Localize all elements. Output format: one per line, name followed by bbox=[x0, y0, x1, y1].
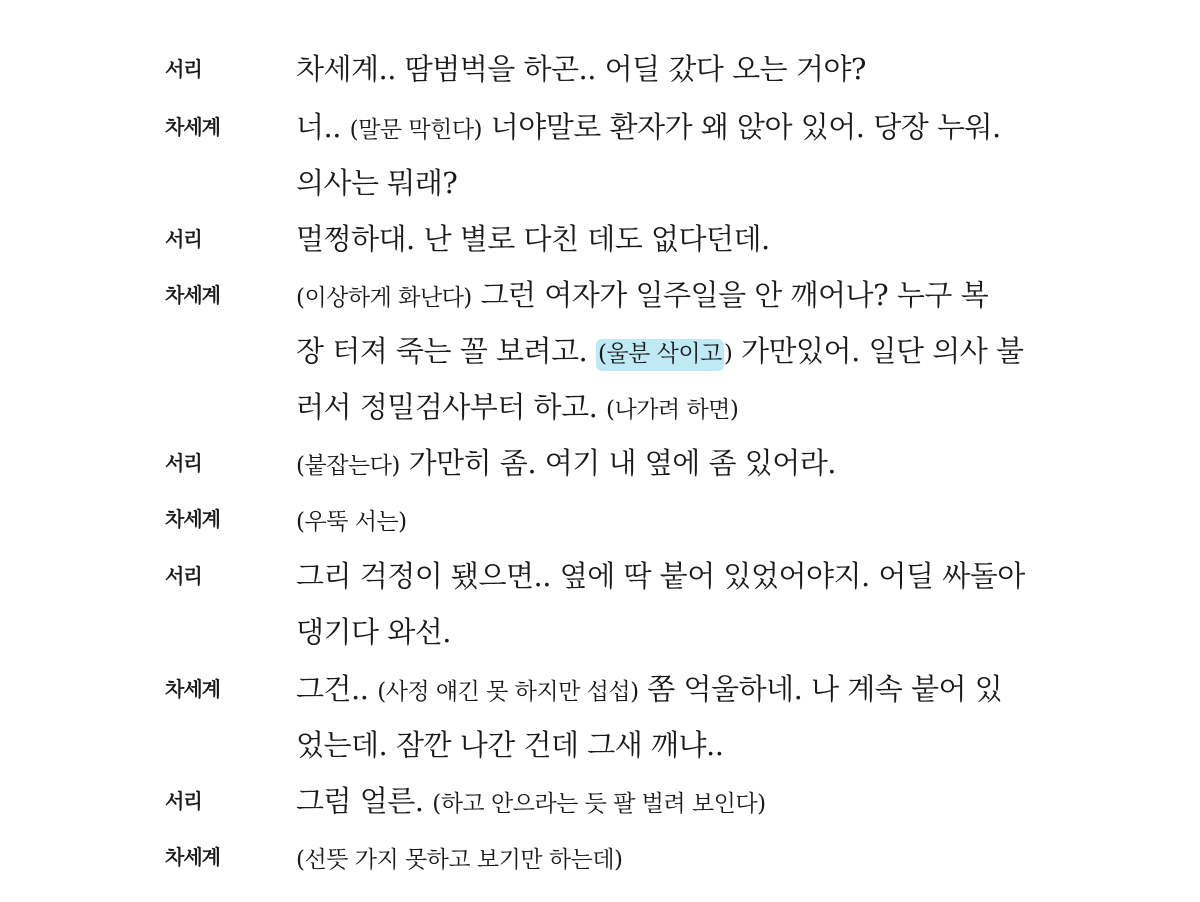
dialogue-text: 었는데. 잠깐 나간 건데 그새 깨냐.. bbox=[296, 728, 724, 762]
highlighted-stage-direction: (울분 삭이고 bbox=[596, 339, 724, 371]
stage-direction: (붙잡는다) bbox=[296, 453, 400, 479]
dialogue-text: 그럼 얼른. bbox=[296, 784, 433, 818]
dialogue-line bbox=[296, 322, 1024, 383]
speaker-name: 서리 bbox=[165, 451, 202, 475]
dialogue-line bbox=[296, 772, 766, 833]
stage-direction: ) bbox=[723, 341, 733, 367]
dialogue-text: 장 터져 죽는 꼴 보려고. bbox=[296, 334, 596, 368]
dialogue-line bbox=[296, 434, 836, 495]
dialogue-text: 가만있어. 일단 의사 불 bbox=[732, 334, 1024, 368]
dialogue-line bbox=[296, 210, 770, 268]
dialogue-line bbox=[296, 378, 738, 439]
stage-direction: (우뚝 서는) bbox=[296, 509, 407, 535]
dialogue-text: 너.. bbox=[296, 110, 350, 144]
stage-direction: (이상하게 화난다) bbox=[296, 285, 472, 311]
speaker-name: 차세계 bbox=[165, 507, 220, 531]
dialogue-text: 차세계.. 땀범벅을 하곤.. 어딜 갔다 오는 거야? bbox=[296, 52, 866, 86]
speaker-name: 차세계 bbox=[165, 283, 220, 307]
stage-direction: (말문 막힌다) bbox=[349, 117, 483, 143]
stage-direction: (사정 얘긴 못 하지만 섭섭) bbox=[377, 679, 639, 705]
dialogue-text: 너야말로 환자가 왜 앉아 있어. 당장 누워. bbox=[482, 110, 1001, 144]
stage-direction: (선뜻 가지 못하고 보기만 하는데) bbox=[296, 847, 623, 873]
dialogue-line bbox=[296, 40, 866, 98]
dialogue-line bbox=[296, 154, 457, 212]
dialogue-line bbox=[296, 828, 623, 889]
speaker-name: 서리 bbox=[165, 564, 202, 588]
dialogue-line bbox=[296, 490, 407, 551]
speaker-name: 서리 bbox=[165, 789, 202, 813]
stage-direction: (하고 안으라는 듯 팔 벌려 보인다) bbox=[432, 791, 766, 817]
dialogue-text: 멀쩡하대. 난 별로 다친 데도 없다던데. bbox=[296, 222, 770, 256]
dialogue-line bbox=[296, 660, 1002, 721]
speaker-name: 차세계 bbox=[165, 115, 220, 139]
speaker-name: 차세계 bbox=[165, 677, 220, 701]
dialogue-line bbox=[296, 603, 451, 661]
speaker-name: 서리 bbox=[165, 227, 202, 251]
dialogue-line bbox=[296, 547, 1025, 605]
dialogue-text: 그건.. bbox=[296, 672, 378, 706]
stage-direction: (나가려 하면) bbox=[606, 397, 739, 423]
dialogue-text: 쫌 억울하네. 나 계속 붙어 있 bbox=[638, 672, 1003, 706]
dialogue-text: 가만히 좀. 여기 내 옆에 좀 있어라. bbox=[399, 446, 836, 480]
dialogue-line bbox=[296, 266, 988, 327]
dialogue-text: 댕기다 와선. bbox=[296, 615, 452, 649]
dialogue-line bbox=[296, 98, 1001, 159]
speaker-name: 차세계 bbox=[165, 845, 220, 869]
speaker-name: 서리 bbox=[165, 57, 202, 81]
dialogue-text: 그리 걱정이 됐으면.. 옆에 딱 붙어 있었어야지. 어딜 싸돌아 bbox=[296, 559, 1025, 593]
dialogue-text: 의사는 뭐래? bbox=[296, 166, 458, 200]
dialogue-line bbox=[296, 716, 723, 774]
dialogue-text: 러서 정밀검사부터 하고. bbox=[296, 390, 607, 424]
dialogue-text: 그런 여자가 일주일을 안 깨어나? 누구 복 bbox=[471, 278, 989, 312]
